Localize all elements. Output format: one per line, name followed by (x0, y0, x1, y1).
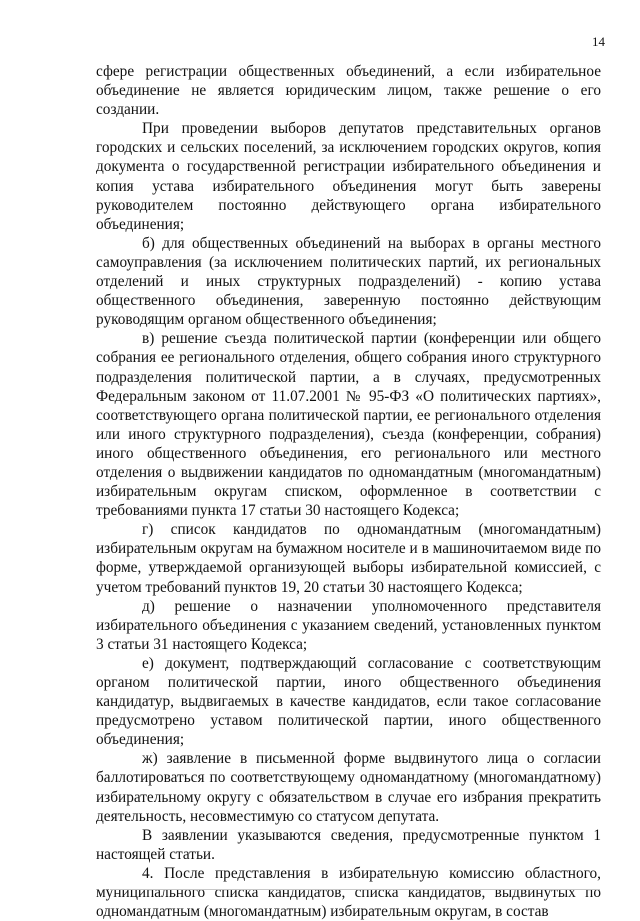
document-body (96, 62, 601, 921)
paragraph-registration-end: сфере регистрации общественных объединений, а если избирательное объединение не является юридическим лицом, также решение о его создании. (96, 63, 601, 119)
paragraph-local-elections-copy: При проведении выборов депутатов представительных органов городских и сельских поселений, за исключением городских округов, копия документа о государственной регистрации избирательного объединения и копия устава избирательного объединения могут быть заверены руководителем постоянно действующего органа избирательного объединения; (96, 120, 601, 233)
page-bottom-divider (110, 889, 600, 890)
paragraph-item-zh: ж) заявление в письменной форме выдвинутого лица о согласии баллотироваться по соответствующему одномандатному (многомандатному) избирательному округу с обязательством в случае его избрания прекратить деятельность, несовместимую со статусом депутата. (96, 750, 601, 825)
paragraph-item-b: б) для общественных объединений на выборах в органы местного самоуправления (за исключением политических партий, их региональных отделений и иных структурных подразделений) - копию устава общественного объединения, заверенную постоянно действующим руководящим органом общественного объединения; (96, 234, 601, 329)
paragraph-item-g: г) список кандидатов по одномандатным (многомандатным) избирательным округам на бумажном носителе и в машиночитаемом виде по форме, утверждаемой организующей выборы избирательной комиссией, с учетом требований пунктов 19, 20 статьи 30 настоящего Кодекса; (96, 521, 601, 596)
paragraph-statement-info: В заявлении указываются сведения, предусмотренные пунктом 1 настоящей статьи. (96, 826, 601, 863)
paragraph-item-d: д) решение о назначении уполномоченного представителя избирательного объединения с указанием сведений, установленных пунктом 3 статьи 31 настоящего Кодекса; (96, 597, 601, 653)
paragraph-section-4: 4. После представления в избирательную комиссию областного, муниципального списка кандидатов, списка кандидатов, выдвинутых по одномандатным (многомандатным) избирательным округам, в состав (96, 864, 601, 921)
paragraph-item-v: в) решение съезда политической партии (конференции или общего собрания ее регионального отделения, общего собрания иного структурного подразделения политической партии, а в случаях, предусмотренных Федеральным законом от 11.07.2001 № 95-ФЗ «О политических партиях», соответствующего органа политической партии, ее регионального отделения или иного структурного подразделения), съезда (конференции, собрания) иного общественного объединения, его регионального или местного отделения о выдвижении кандидатов по одномандатным (многомандатным) избирательным округам списком, оформленное в соответствии с требованиями пункта 17 статьи 30 настоящего Кодекса; (96, 330, 601, 520)
page-number: 14 (592, 34, 605, 49)
paragraph-item-e: е) документ, подтверждающий согласование с соответствующим органом политической партии, иного общественного объединения кандидатур, выдвигаемых в качестве кандидатов, если такое согласование предусмотрено уставом политической партии, иного общественного объединения; (96, 654, 601, 749)
